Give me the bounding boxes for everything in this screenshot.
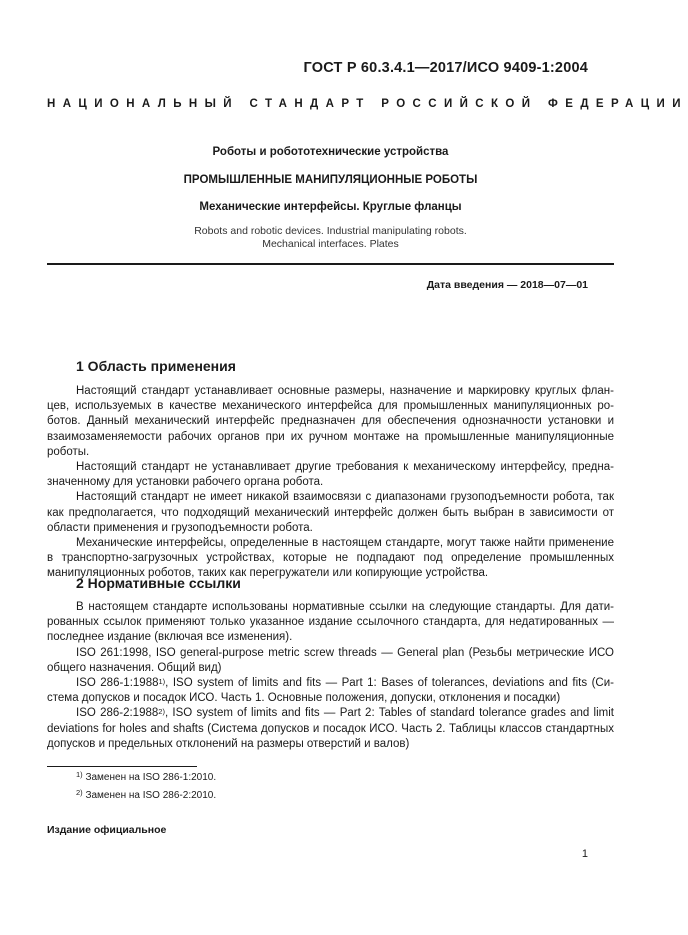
section-2-intro: В настоящем стандарте использованы нормативные ссылки на следующие стандарты. Для датированных ссылок применяют только указанное издание ссылочного стандарта, для недатированных — последнее издание (включая все изменения). xyxy=(47,601,614,644)
section-1-paragraph: Настоящий стандарт устанавливает основные размеры, назначение и маркировку круглых фланцев, используемых в качестве механического интерфейса для промышленных манипуляционных роботов. Данный механический интерфейс предназначен для обеспечения однозначности установки и взаимозаменяемости рабочих органов при их ручном монтаже на промышленные манипуляционные роботы. xyxy=(47,385,614,458)
introduction-date: Дата введения — 2018—07—01 xyxy=(426,279,588,291)
section-1-heading: 1 Область применения xyxy=(76,358,236,374)
reference-iso-261: ISO 261:1998, ISO general-purpose metric screw threads — General plan (Резьбы метрические ИСО общего назначения. Общий вид) xyxy=(47,646,614,674)
footnote-1 xyxy=(76,772,216,783)
page-number: 1 xyxy=(581,848,588,860)
national-standard-heading: НАЦИОНАЛЬНЫЙ СТАНДАРТ РОССИЙСКОЙ ФЕДЕРАЦИИ xyxy=(47,98,688,110)
footnote-divider xyxy=(47,766,197,767)
official-edition-label: Издание официальное xyxy=(47,824,167,836)
reference-code: ISO 286-2:1988 xyxy=(76,707,159,720)
title-main: ПРОМЫШЛЕННЫЕ МАНИПУЛЯЦИОННЫЕ РОБОТЫ xyxy=(183,174,478,186)
footnote-2 xyxy=(76,790,216,801)
section-1-paragraph: Настоящий стандарт не имеет никакой взаимосвязи с диапазонами грузоподъемности робота, так как предполагается, что подходящий механический интерфейс должен быть выбран в зависимости от области применения и грузоподъемности робота. xyxy=(47,491,614,534)
reference-iso-286-1 xyxy=(47,676,614,706)
footnote-text: Заменен на ISO 286-1:2010. xyxy=(85,772,217,783)
title-divider xyxy=(47,263,614,265)
section-1-paragraph: Настоящий стандарт не устанавливает другие требования к механическому интерфейсу, предназначенному для установки рабочего органа робота. xyxy=(47,461,614,489)
footnote-mark: 2) xyxy=(76,788,83,797)
title-subtitle: Механические интерфейсы. Круглые фланцы xyxy=(199,201,462,213)
title-english-line2: Mechanical interfaces. Plates xyxy=(262,238,399,250)
footnote-marker: 1) xyxy=(158,677,166,687)
title-english-line1: Robots and robotic devices. Industrial manipulating robots. xyxy=(194,225,467,237)
section-2-heading: 2 Нормативные ссылки xyxy=(76,575,241,591)
footnote-marker: 2) xyxy=(158,707,165,717)
reference-text: , ISO system of limits and fits — Part 2: Tables of standard tolerance grades and limit deviations for holes and shafts (Система допусков и посадок ИСО. Часть 2. Таблицы классов стандартных допусков и предельных отклонений на размеры отверстий и валов) xyxy=(47,707,614,750)
title-series: Роботы и робототехнические устройства xyxy=(212,146,449,158)
reference-text: , ISO system of limits and fits — Part 1: Bases of tolerances, deviations and fits (Система допусков и посадок ИСО. Часть 1. Основные положения, допуски, отклонения и посадки) xyxy=(47,677,614,705)
footnote-text: Заменен на ISO 286-2:2010. xyxy=(85,790,217,801)
section-1-paragraph: Механические интерфейсы, определенные в настоящем стандарте, могут также найти применение в транспортно-загрузочных устройствах, которые не подпадают под определение промышленных манипуляционных роботов, таких как перегружатели или копирующие устройства. xyxy=(47,537,614,580)
document-id: ГОСТ Р 60.3.4.1—2017/ИСО 9409-1:2004 xyxy=(303,60,588,76)
footnote-mark: 1) xyxy=(76,770,83,779)
section-2-body xyxy=(47,600,614,752)
reference-iso-286-2 xyxy=(47,706,614,752)
reference-code: ISO 286-1:1988 xyxy=(76,677,159,690)
section-1-body xyxy=(47,384,614,582)
